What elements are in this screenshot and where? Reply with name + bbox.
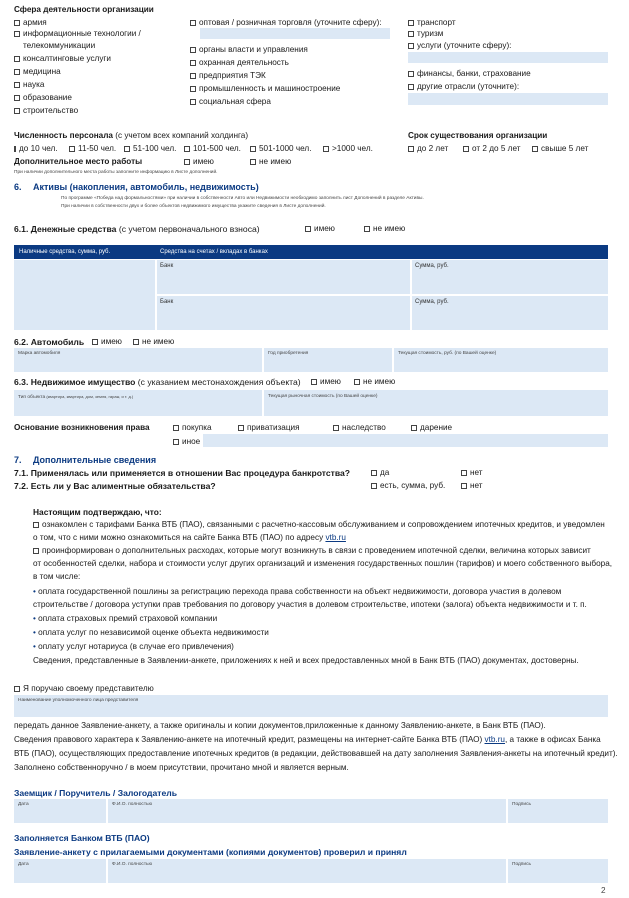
- s61-title: 6.1. Денежные средства (с учетом первоначального взноса): [14, 224, 260, 234]
- org-option[interactable]: органы власти и управления: [190, 43, 390, 56]
- org-option[interactable]: строительство: [14, 104, 141, 117]
- staff-option[interactable]: 51-100 чел.: [124, 144, 176, 154]
- section-7-title: Дополнительные сведения: [33, 455, 157, 465]
- checkbox[interactable]: [14, 108, 20, 114]
- checkbox[interactable]: [14, 56, 20, 62]
- borrower-sign-label: Подпись: [512, 802, 531, 807]
- s63-title: 6.3. Недвижимое имущество (с указанием местонахождения объекта): [14, 377, 301, 387]
- confirm-tariffs-cont: о том, что с ними можно ознакомиться на сайте Банка ВТБ (ПАО) по адресу vtb.ru: [33, 533, 346, 542]
- bullet-1: • оплата государственной пошлины за регистрацию перехода права собственности на объект недвижимости, договора участия в долевом: [33, 587, 562, 596]
- s62-yes[interactable]: имею: [92, 337, 122, 347]
- org-option[interactable]: финансы, банки, страхование: [408, 67, 608, 80]
- basis-option[interactable]: покупка: [173, 423, 212, 433]
- org-col1: [14, 17, 141, 117]
- extra-job-no[interactable]: не имею: [250, 157, 291, 167]
- org-option[interactable]: охранная деятельность: [190, 56, 390, 69]
- bullet-3: • оплата услуг по независимой оценке объекта недвижимости: [33, 628, 269, 637]
- bullet-icon: •: [33, 614, 36, 623]
- org-option[interactable]: услуги (уточните сферу):: [408, 39, 608, 52]
- org-option[interactable]: медицина: [14, 65, 141, 78]
- staff-option[interactable]: 11-50 чел.: [69, 144, 116, 154]
- checkbox[interactable]: [532, 146, 538, 152]
- checkbox[interactable]: [311, 379, 317, 385]
- age-option[interactable]: от 2 до 5 лет: [463, 144, 520, 154]
- extra-job-yes[interactable]: имею: [184, 157, 214, 167]
- representative-option[interactable]: Я поручаю своему представителю: [14, 684, 154, 694]
- checkbox[interactable]: [14, 146, 16, 152]
- s61-yes[interactable]: имею: [305, 224, 335, 234]
- age-option[interactable]: свыше 5 лет: [532, 144, 588, 154]
- rep-text-4: Заполнено собственноручно / в моем присутствии, прочитано мной и является верным.: [14, 763, 349, 772]
- section-6-number: 6.: [14, 182, 22, 192]
- org-option[interactable]: туризм: [408, 28, 608, 39]
- services-sphere-input[interactable]: [408, 52, 608, 63]
- s62-no[interactable]: не имею: [133, 337, 174, 347]
- vtb-link[interactable]: vtb.ru: [325, 533, 346, 542]
- checkbox[interactable]: [190, 73, 196, 79]
- org-col2: [190, 17, 390, 108]
- org-option[interactable]: консалтинговые услуги: [14, 52, 141, 65]
- checkbox[interactable]: [190, 99, 196, 105]
- trade-sphere-input[interactable]: [200, 28, 390, 39]
- org-option[interactable]: другие отрасли (уточните):: [408, 80, 608, 93]
- bullet-icon: •: [33, 642, 36, 651]
- borrower-title: Заемщик / Поручитель / Залогодатель: [14, 788, 178, 798]
- basis-option[interactable]: дарение: [411, 423, 452, 433]
- checkbox[interactable]: [124, 146, 130, 152]
- cash-amount-field[interactable]: [14, 260, 155, 330]
- checkbox[interactable]: [371, 483, 377, 489]
- basis-option[interactable]: наследство: [333, 423, 386, 433]
- checkbox[interactable]: [190, 20, 196, 26]
- checkbox[interactable]: [14, 82, 20, 88]
- bank-fio-label: Ф.И.О. полностью: [112, 862, 153, 867]
- car-value-label: Текущая стоимость, руб. (по Вашей оценке): [398, 351, 497, 356]
- staff-option[interactable]: до 10 чел.: [14, 144, 50, 154]
- bullet-1-cont: строительстве / договора уступки прав требования по договору участия в долевом строительстве, ипотеки (залога) объекта недвижимости и т. п.: [33, 600, 587, 609]
- checkbox[interactable]: [463, 146, 469, 152]
- org-option[interactable]: социальная сфера: [190, 95, 390, 108]
- confirm-accuracy: Сведения, представленные в Заявлении-анкете, приложениях к ней и всех предоставленных мной в Банк ВТБ (ПАО) документах, достоверны.: [33, 656, 579, 665]
- bank-2-label: Банк: [160, 299, 174, 305]
- checkbox[interactable]: [184, 159, 190, 165]
- checkbox[interactable]: [333, 425, 339, 431]
- checkbox[interactable]: [190, 86, 196, 92]
- car-year-label: Год приобретения: [268, 351, 309, 356]
- representative-name-label: Наименование уполномоченного лица представителя: [18, 698, 139, 703]
- q-alimony-yes[interactable]: есть, сумма, руб.: [371, 481, 445, 491]
- checkbox[interactable]: [173, 439, 179, 445]
- checkbox[interactable]: [250, 146, 256, 152]
- checkbox[interactable]: [33, 548, 39, 554]
- other-sphere-input[interactable]: [408, 93, 608, 105]
- checkbox[interactable]: [323, 146, 329, 152]
- s62-title: 6.2. Автомобиль: [14, 337, 85, 347]
- s61-no[interactable]: не имею: [364, 224, 405, 234]
- checkbox[interactable]: [408, 43, 414, 49]
- checkbox[interactable]: [190, 60, 196, 66]
- org-option[interactable]: информационные технологии /: [14, 28, 141, 39]
- bullet-icon: •: [33, 628, 36, 637]
- checkbox[interactable]: [14, 686, 20, 692]
- checkbox[interactable]: [408, 146, 414, 152]
- basis-other-input[interactable]: [203, 434, 608, 447]
- checkbox[interactable]: [408, 31, 414, 37]
- org-option[interactable]: транспорт: [408, 17, 608, 28]
- basis-option[interactable]: приватизация: [238, 423, 300, 433]
- checkbox[interactable]: [305, 226, 311, 232]
- sum-1-label: Сумма, руб.: [415, 263, 449, 269]
- checkbox[interactable]: [461, 470, 467, 476]
- checkbox[interactable]: [250, 159, 256, 165]
- s63-yes[interactable]: имею: [311, 377, 341, 387]
- rep-text-3: ВТБ (ПАО), осуществляющих предоставление ипотечных кредитов (в редакции, действовавшей на дату заполнения Заявления-анкеты на ипотечный кредит).: [14, 749, 618, 758]
- bank-title: Заполняется Банком ВТБ (ПАО): [14, 833, 150, 843]
- bank-date-label: Дата: [18, 862, 29, 867]
- bank-1-label: Банк: [160, 263, 174, 269]
- staff-options: [14, 144, 58, 154]
- car-brand-label: Марка автомобиля: [18, 351, 61, 356]
- checkbox[interactable]: [14, 69, 20, 75]
- checkbox[interactable]: [184, 146, 190, 152]
- cash-header: Наличные средства, сумма, руб.: [19, 249, 111, 255]
- org-option[interactable]: образование: [14, 91, 141, 104]
- bank-sign-label: Подпись: [512, 862, 531, 867]
- org-option[interactable]: наука: [14, 78, 141, 91]
- property-type-label: Тип объекта (квартира, квартира, дом, земля, гараж, и т. д.): [18, 394, 134, 400]
- q-bankruptcy-no[interactable]: нет: [461, 468, 483, 478]
- confirm-expenses-2: от особенностей сделки, набора и стоимости услуг других организаций и изменения государственных пошлин (тарифов) и моего собственного выбора,: [33, 559, 613, 568]
- checkbox[interactable]: [92, 339, 98, 345]
- org-age-title: Срок существования организации: [408, 131, 548, 140]
- checkbox[interactable]: [14, 20, 20, 26]
- borrower-date-label: Дата: [18, 802, 29, 807]
- confirm-tariffs[interactable]: ознакомлен с тарифами Банка ВТБ (ПАО), связанными с расчетно-кассовым обслуживанием и сопровождением ипотечных кредитов, и уведомлен: [33, 520, 605, 530]
- section-6-note-2: При наличии в собственности двух и более объектов недвижимого имущества укажите сведения в Листе дополнений.: [61, 204, 326, 209]
- checkbox[interactable]: [69, 146, 75, 152]
- org-option[interactable]: армия: [14, 17, 141, 28]
- staff-option[interactable]: 101-500 чел.: [184, 144, 241, 154]
- checkbox[interactable]: [33, 522, 39, 528]
- borrower-fio-field[interactable]: [108, 799, 506, 823]
- sum-2-label: Сумма, руб.: [415, 299, 449, 305]
- checkbox[interactable]: [133, 339, 139, 345]
- checkbox[interactable]: [461, 483, 467, 489]
- bullet-2: • оплата страховых премий страховой компании: [33, 614, 218, 623]
- q-alimony-no[interactable]: нет: [461, 481, 483, 491]
- checkbox[interactable]: [354, 379, 360, 385]
- section-6-title: Активы (накопления, автомобиль, недвижимость): [33, 182, 259, 192]
- staff-option[interactable]: 501-1000 чел.: [250, 144, 311, 154]
- rep-text-1: передать данное Заявление-анкету, а также оригиналы и копии документов,приложенные к данному Заявлению-анкете, в Банк ВТБ (ПАО).: [14, 721, 546, 730]
- q-bankruptcy-yes[interactable]: да: [371, 468, 389, 478]
- checkbox[interactable]: [238, 425, 244, 431]
- staff-title: Численность персонала (с учетом всех компаний холдинга): [14, 131, 249, 140]
- vtb-link[interactable]: vtb.ru: [484, 735, 505, 744]
- checkbox[interactable]: [190, 47, 196, 53]
- checkbox[interactable]: [411, 425, 417, 431]
- bullet-icon: •: [33, 587, 36, 596]
- section-6-note-1: По программе «Победа над формальностями» при наличии в собственности Авто или Недвижимости необходимо заполнить лист Дополнений в разделе Активы.: [61, 196, 424, 201]
- age-option[interactable]: до 2 лет: [408, 144, 448, 154]
- org-option-cont: телекоммуникации: [23, 40, 96, 50]
- section-7-number: 7.: [14, 455, 22, 465]
- checkbox[interactable]: [364, 226, 370, 232]
- bank-subtitle: Заявление-анкету с прилагаемыми документами (копиями документов) проверил и принял: [14, 847, 407, 857]
- checkbox[interactable]: [371, 470, 377, 476]
- confirm-expenses-3: в том числе:: [33, 572, 81, 581]
- q-bankruptcy: 7.1. Применялась или применяется в отношении Вас процедура банкротства?: [14, 468, 351, 478]
- basis-other[interactable]: иное: [173, 437, 200, 447]
- checkbox[interactable]: [408, 71, 414, 77]
- checkbox[interactable]: [173, 425, 179, 431]
- property-value-label: Текущая рыночная стоимость (по Вашей оценке): [268, 394, 378, 399]
- confirm-title: Настоящим подтверждаю, что:: [33, 507, 162, 517]
- checkbox[interactable]: [14, 95, 20, 101]
- borrower-fio-label: Ф.И.О. полностью: [112, 802, 153, 807]
- staff-option[interactable]: >1000 чел.: [323, 144, 373, 154]
- bank-fio-field[interactable]: [108, 859, 506, 883]
- s63-no[interactable]: не имею: [354, 377, 395, 387]
- q-alimony: 7.2. Есть ли у Вас алиментные обязательства?: [14, 481, 216, 491]
- basis-title: Основание возникновения права: [14, 423, 150, 432]
- org-col3: [408, 17, 608, 105]
- org-option[interactable]: промышленность и машиностроение: [190, 82, 390, 95]
- bullet-4: • оплату услуг нотариуса (в случае его привлечения): [33, 642, 234, 651]
- org-option[interactable]: оптовая / розничная торговля (уточните сферу):: [190, 17, 390, 28]
- confirm-expenses[interactable]: проинформирован о дополнительных расходах, которые могут возникнуть в связи с проведением ипотечной сделки, величина которых зависит: [33, 546, 591, 556]
- extra-job-note: При наличии дополнительного места работы заполните информацию в Листе дополнений.: [14, 170, 218, 175]
- accounts-header: Средства на счетах / вкладах в банках: [160, 249, 268, 255]
- bank-1-field[interactable]: [157, 260, 410, 294]
- extra-job-title: Дополнительное место работы: [14, 157, 143, 166]
- checkbox[interactable]: [14, 31, 20, 37]
- bank-2-field[interactable]: [157, 296, 410, 330]
- checkbox[interactable]: [408, 20, 414, 26]
- page-number: 2: [601, 886, 606, 895]
- org-option[interactable]: предприятия ТЭК: [190, 69, 390, 82]
- rep-text-2: Сведения правового характера к Заявлению-анкете на ипотечный кредит, размещены на интернет-сайте Банка ВТБ (ПАО) vtb.ru, а также в офисах Банка: [14, 735, 601, 744]
- org-sphere-title: Сфера деятельности организации: [14, 5, 154, 14]
- checkbox[interactable]: [408, 84, 414, 90]
